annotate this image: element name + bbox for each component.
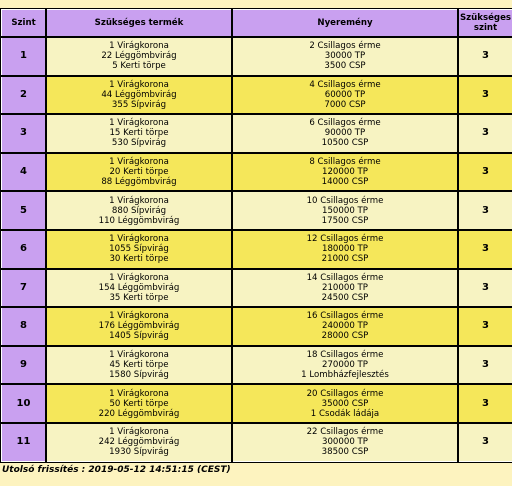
level-cell: 5 bbox=[1, 191, 46, 230]
header-reward: Nyeremény bbox=[232, 9, 458, 37]
reward-line: 30000 TP bbox=[324, 51, 366, 62]
reward-line: 150000 TP bbox=[322, 205, 368, 216]
level-cell: 11 bbox=[1, 423, 46, 462]
product-cell bbox=[46, 114, 232, 153]
product-cell bbox=[46, 230, 232, 269]
reward-line: 38500 CSP bbox=[321, 447, 369, 458]
reward-line: 120000 TP bbox=[322, 167, 368, 178]
reward-line: 210000 TP bbox=[322, 282, 368, 293]
reward-line: 4 Csillagos érme bbox=[309, 79, 381, 90]
product-line: 15 Kerti törpe bbox=[109, 128, 169, 139]
level-cell: 2 bbox=[1, 76, 46, 115]
reward-line: 16 Csillagos érme bbox=[306, 311, 384, 322]
table-row bbox=[1, 307, 512, 346]
level-cell: 7 bbox=[1, 269, 46, 308]
reward-line: 20 Csillagos érme bbox=[306, 388, 384, 399]
product-line: 355 Sípvirág bbox=[111, 99, 167, 110]
product-line: 22 Léggömbvirág bbox=[101, 51, 177, 62]
table-row bbox=[1, 114, 512, 153]
required-level-cell: 3 bbox=[458, 307, 512, 346]
product-line: 1 Virágkorona bbox=[109, 234, 169, 245]
product-line: 1580 Sípvirág bbox=[109, 370, 169, 381]
last-updated-text: Utolsó frissítés : 2019-05-12 14:51:15 (CEST) bbox=[2, 465, 231, 475]
header-level: Szint bbox=[1, 9, 46, 37]
required-level-cell: 3 bbox=[458, 384, 512, 423]
table-row bbox=[1, 269, 512, 308]
required-level-cell: 3 bbox=[458, 153, 512, 192]
reward-line: 35000 CSP bbox=[321, 398, 369, 409]
level-cell: 6 bbox=[1, 230, 46, 269]
reward-cell bbox=[232, 153, 458, 192]
product-line: 220 Léggömbvirág bbox=[98, 408, 180, 419]
required-level-cell: 3 bbox=[458, 191, 512, 230]
reward-line: 180000 TP bbox=[322, 244, 368, 255]
reward-line: 2 Csillagos érme bbox=[309, 41, 381, 52]
product-line: 1 Virágkorona bbox=[109, 272, 169, 283]
reward-line: 14000 CSP bbox=[321, 177, 369, 188]
product-line: 50 Kerti törpe bbox=[109, 398, 169, 409]
reward-line: 14 Csillagos érme bbox=[306, 272, 384, 283]
product-cell bbox=[46, 153, 232, 192]
product-cell bbox=[46, 191, 232, 230]
table-row bbox=[1, 37, 512, 76]
table-row bbox=[1, 230, 512, 269]
product-line: 1 Virágkorona bbox=[109, 118, 169, 129]
reward-line: 240000 TP bbox=[322, 321, 368, 332]
level-cell: 1 bbox=[1, 37, 46, 76]
reward-line: 6 Csillagos érme bbox=[309, 118, 381, 129]
reward-line: 1 Lombházfejlesztés bbox=[301, 370, 389, 381]
product-line: 1930 Sípvirág bbox=[109, 447, 169, 458]
reward-line: 17500 CSP bbox=[321, 215, 369, 226]
table-row bbox=[1, 191, 512, 230]
product-line: 20 Kerti törpe bbox=[109, 167, 169, 178]
product-cell bbox=[46, 269, 232, 308]
product-cell bbox=[46, 384, 232, 423]
contest-levels-table bbox=[0, 8, 512, 463]
reward-line: 3500 CSP bbox=[324, 61, 366, 72]
table-row bbox=[1, 423, 512, 462]
reward-line: 270000 TP bbox=[322, 360, 368, 371]
reward-line: 18 Csillagos érme bbox=[306, 350, 384, 361]
product-line: 242 Léggömbvirág bbox=[98, 437, 180, 448]
product-line: 45 Kerti törpe bbox=[109, 360, 169, 371]
required-level-cell: 3 bbox=[458, 37, 512, 76]
product-line: 35 Kerti törpe bbox=[109, 292, 169, 303]
product-line: 880 Sípvirág bbox=[111, 205, 167, 216]
level-cell: 9 bbox=[1, 346, 46, 385]
product-line: 1 Virágkorona bbox=[109, 350, 169, 361]
table-row bbox=[1, 76, 512, 115]
reward-cell bbox=[232, 37, 458, 76]
product-cell bbox=[46, 76, 232, 115]
product-line: 1055 Sípvirág bbox=[109, 244, 169, 255]
product-cell bbox=[46, 423, 232, 462]
reward-cell bbox=[232, 269, 458, 308]
reward-cell bbox=[232, 114, 458, 153]
product-cell bbox=[46, 346, 232, 385]
product-line: 530 Sípvirág bbox=[111, 138, 167, 149]
required-level-cell: 3 bbox=[458, 346, 512, 385]
reward-cell bbox=[232, 384, 458, 423]
reward-cell bbox=[232, 423, 458, 462]
reward-line: 1 Csodák ládája bbox=[310, 408, 380, 419]
product-line: 88 Léggömbvirág bbox=[101, 177, 177, 188]
reward-line: 28000 CSP bbox=[321, 331, 369, 342]
reward-cell bbox=[232, 76, 458, 115]
header-row bbox=[1, 9, 512, 37]
product-cell bbox=[46, 37, 232, 76]
header-required-level bbox=[458, 9, 512, 37]
reward-cell bbox=[232, 307, 458, 346]
header-product: Szükséges termék bbox=[46, 9, 232, 37]
table-row bbox=[1, 384, 512, 423]
reward-line: 21000 CSP bbox=[321, 254, 369, 265]
level-cell: 8 bbox=[1, 307, 46, 346]
reward-line: 8 Csillagos érme bbox=[309, 157, 381, 168]
table-row bbox=[1, 153, 512, 192]
product-line: 1 Virágkorona bbox=[109, 195, 169, 206]
product-line: 1 Virágkorona bbox=[109, 41, 169, 52]
product-line: 176 Léggömbvirág bbox=[98, 321, 180, 332]
required-level-cell: 3 bbox=[458, 230, 512, 269]
reward-line: 24500 CSP bbox=[321, 292, 369, 303]
product-line: 1 Virágkorona bbox=[109, 79, 169, 90]
level-cell: 3 bbox=[1, 114, 46, 153]
product-line: 1 Virágkorona bbox=[109, 157, 169, 168]
reward-line: 10 Csillagos érme bbox=[306, 195, 384, 206]
product-line: 1405 Sípvirág bbox=[109, 331, 169, 342]
header-required-level-line2: szint bbox=[473, 23, 498, 33]
reward-cell bbox=[232, 346, 458, 385]
required-level-cell: 3 bbox=[458, 76, 512, 115]
reward-line: 7000 CSP bbox=[324, 99, 366, 110]
reward-line: 300000 TP bbox=[322, 437, 368, 448]
reward-line: 60000 TP bbox=[324, 89, 366, 100]
product-line: 110 Léggömbvirág bbox=[98, 215, 180, 226]
required-level-cell: 3 bbox=[458, 423, 512, 462]
reward-line: 90000 TP bbox=[324, 128, 366, 139]
required-level-cell: 3 bbox=[458, 114, 512, 153]
product-line: 1 Virágkorona bbox=[109, 311, 169, 322]
product-line: 154 Léggömbvirág bbox=[98, 282, 180, 293]
product-line: 44 Léggömbvirág bbox=[101, 89, 177, 100]
required-level-cell: 3 bbox=[458, 269, 512, 308]
level-cell: 10 bbox=[1, 384, 46, 423]
reward-line: 12 Csillagos érme bbox=[306, 234, 384, 245]
level-cell: 4 bbox=[1, 153, 46, 192]
reward-line: 10500 CSP bbox=[321, 138, 369, 149]
reward-cell bbox=[232, 191, 458, 230]
product-line: 1 Virágkorona bbox=[109, 388, 169, 399]
header-required-level-line1: Szükséges bbox=[459, 13, 512, 23]
product-line: 30 Kerti törpe bbox=[109, 254, 169, 265]
product-line: 5 Kerti törpe bbox=[112, 61, 166, 72]
reward-line: 22 Csillagos érme bbox=[306, 427, 384, 438]
product-line: 1 Virágkorona bbox=[109, 427, 169, 438]
table-row bbox=[1, 346, 512, 385]
product-cell bbox=[46, 307, 232, 346]
reward-cell bbox=[232, 230, 458, 269]
